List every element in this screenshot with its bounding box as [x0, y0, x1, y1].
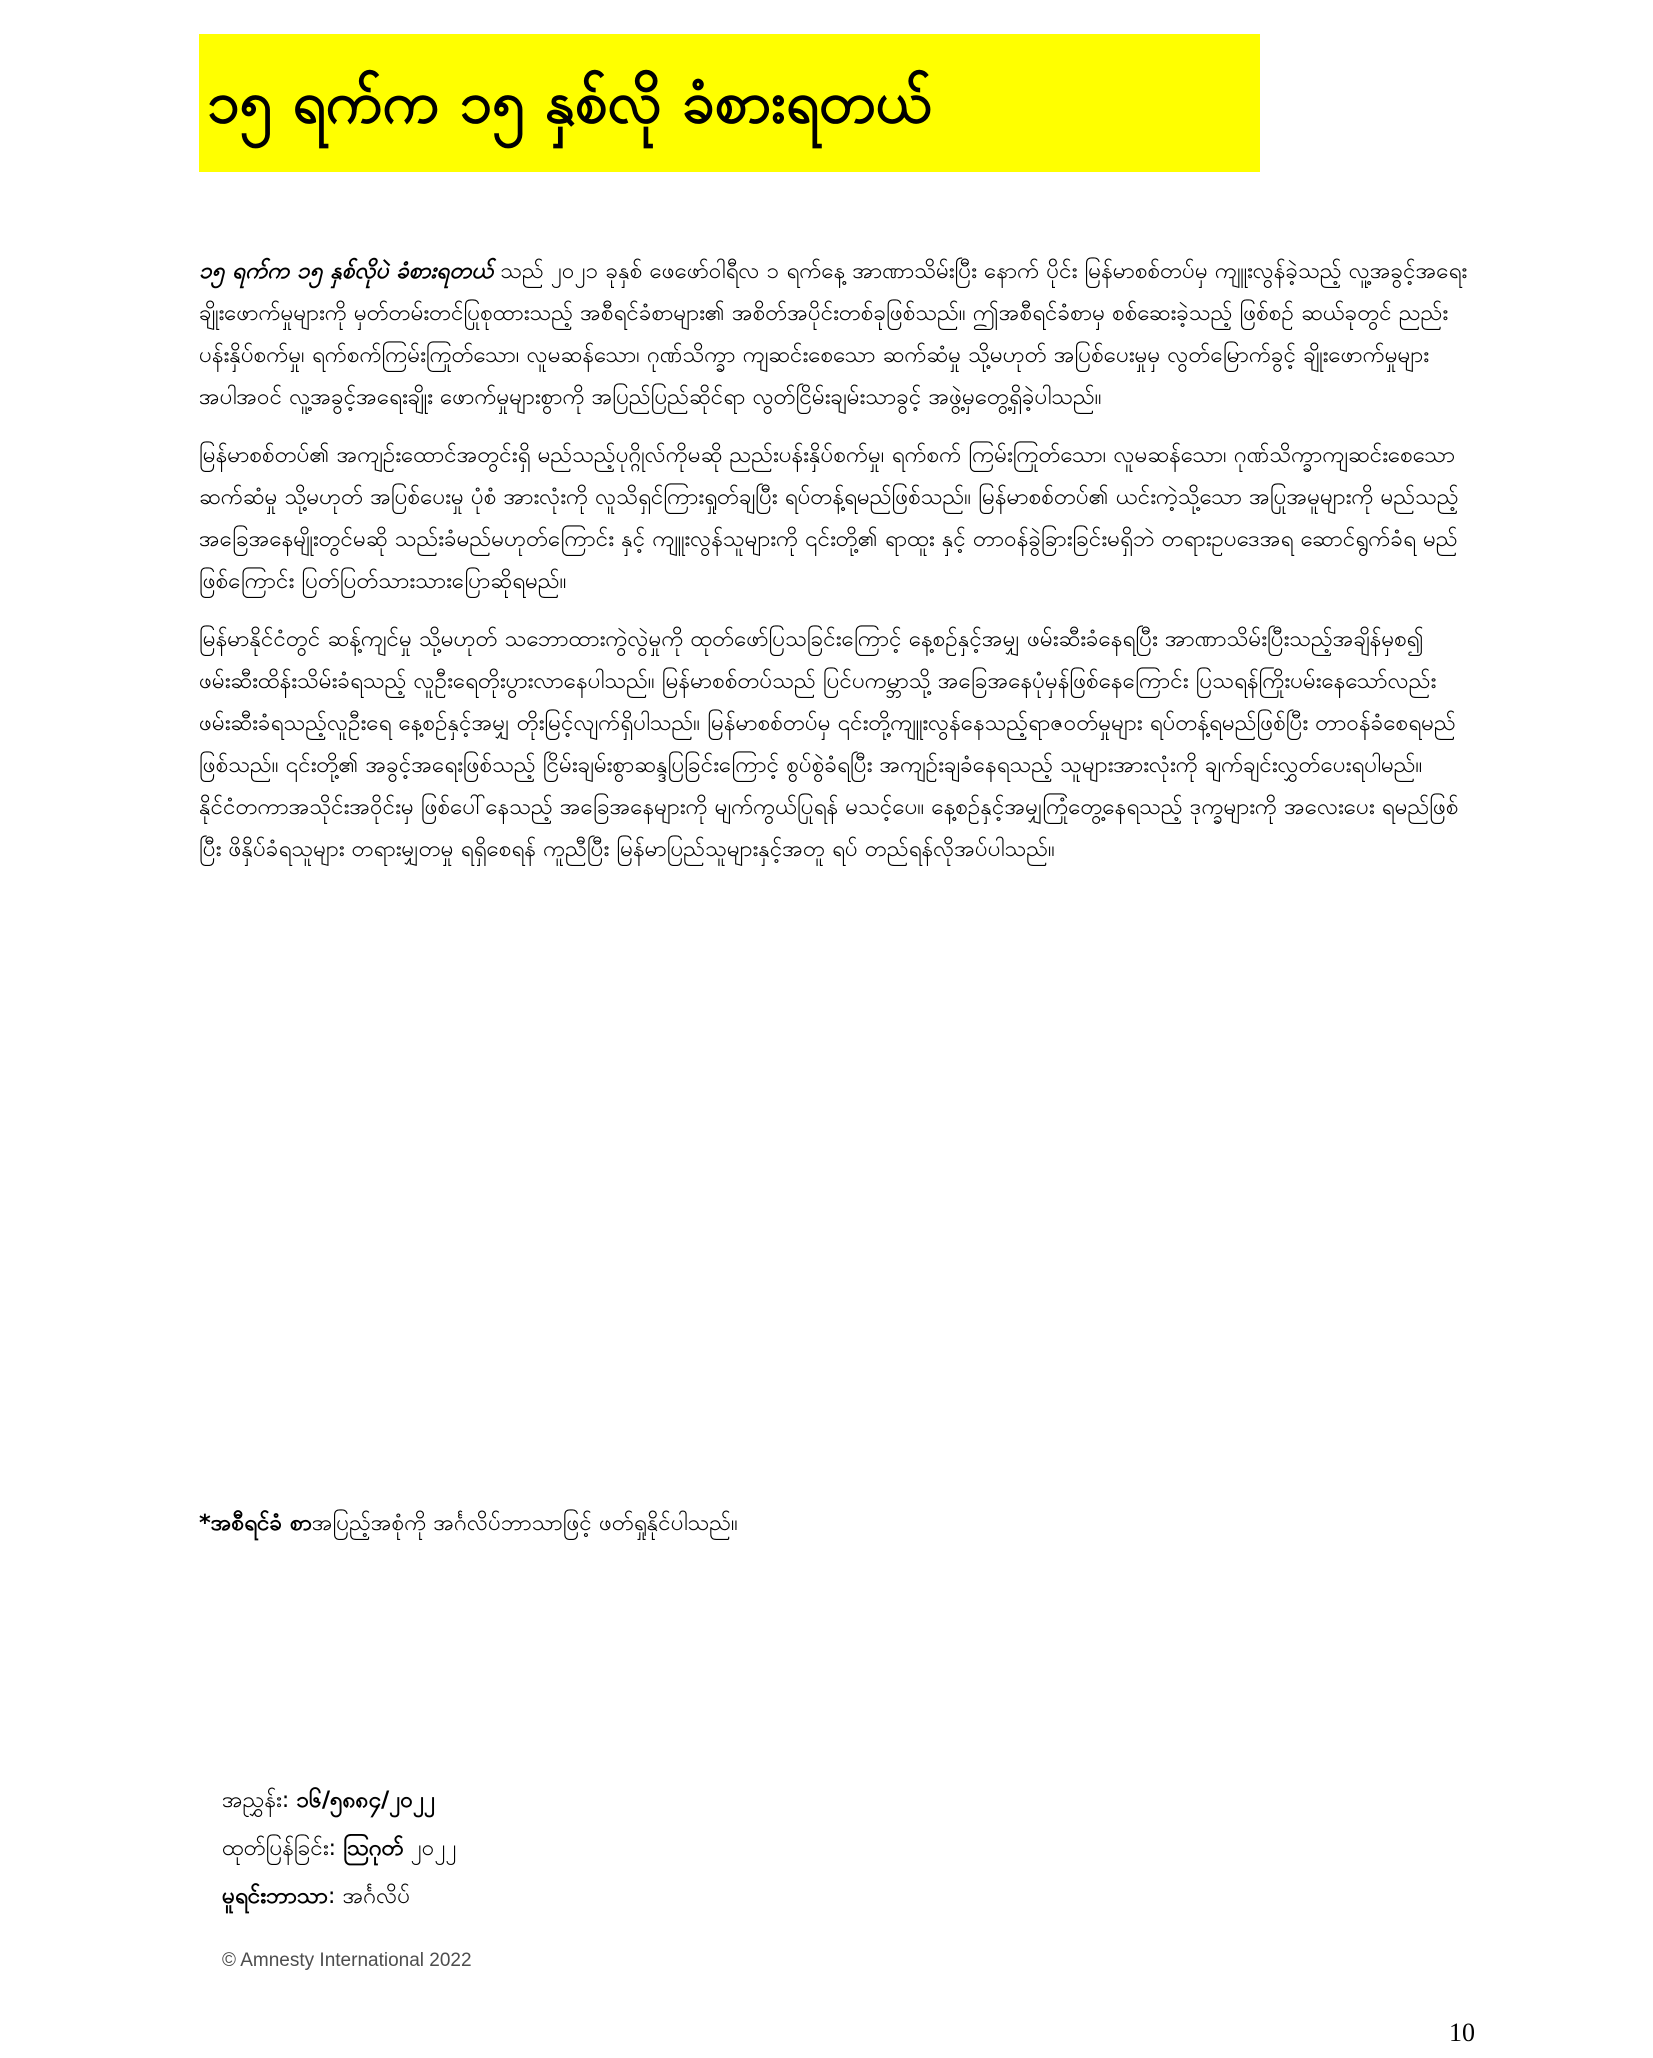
paragraph-2 [199, 434, 1469, 602]
index-label: အညွှန်း: [222, 1787, 297, 1813]
published-row [222, 1824, 1022, 1872]
body-text [199, 250, 1469, 886]
language-value: : အင်္ဂလိပ် [327, 1883, 411, 1909]
note-text: အပြည့်အစုံကို အင်္ဂလိပ်ဘာသာဖြင့် ဖတ်ရှုနိုင်ပါသည်။ [311, 1510, 738, 1536]
document-metadata [222, 1776, 1022, 1920]
page-number: 10 [1449, 2018, 1475, 2047]
index-row [222, 1776, 1022, 1824]
published-year: ၂၀၂၂ [403, 1835, 457, 1861]
paragraph-3 [199, 618, 1469, 870]
paragraph-2-text: မြန်မာစစ်တပ်၏ အကျဉ်းထောင်အတွင်းရှိ မည်သည့်ပုဂ္ဂိုလ်ကိုမဆို ညည်းပန်းနှိပ်စက်မှု၊ ရက်စက် ကြမ်းကြုတ်သော၊ လူမဆန်သော၊ ဂုဏ်သိက္ခာကျဆင်းစေသော ဆက်ဆံမှု သို့မဟုတ် အပြစ်ပေးမှု ပုံစံ အားလုံးကို လူသိရှင်ကြားရှုတ်ချပြီး ရပ်တန့်ရမည်ဖြစ်သည်။ မြန်မာစစ်တပ်၏ ယင်းကဲ့သို့သော အပြုအမူများကို မည်သည့် အခြေအနေမျိုးတွင်မဆို သည်းခံမည်မဟုတ်ကြောင်း နှင့် ကျူးလွန်သူများကို ၎င်းတို့၏ ရာထူး နှင့် တာဝန်ခွဲခြားခြင်းမရှိဘဲ တရားဥပဒေအရ ဆောင်ရွက်ခံရ မည်ဖြစ်ကြောင်း ပြတ်ပြတ်သားသားပြောဆိုရမည်။ [199, 442, 1459, 594]
paragraph-1-text: သည် ၂၀၂၁ ခုနှစ် ဖေဖော်ဝါရီလ ၁ ရက်နေ့ အာဏာသိမ်းပြီး နောက် ပိုင်း မြန်မာစစ်တပ်မှ ကျူးလွန်ခဲ့သည့် လူ့အခွင့်အရေးချိုးဖောက်မှုများကို မှတ်တမ်းတင်ပြုစုထားသည့် အစီရင်ခံစာများ၏ အစိတ်အပိုင်းတစ်ခုဖြစ်သည်။ ဤအစီရင်ခံစာမှ စစ်ဆေးခဲ့သည့် ဖြစ်စဉ် ဆယ်ခုတွင် ညည်းပန်းနှိပ်စက်မှု၊ ရက်စက်ကြမ်းကြုတ်သော၊ လူမဆန်သော၊ ဂုဏ်သိက္ခာ ကျဆင်းစေသော ဆက်ဆံမှု သို့မဟုတ် အပြစ်ပေးမှုမှ လွတ်မြောက်ခွင့် ချိုးဖောက်မှုများ အပါအဝင် လူ့အခွင့်အရေးချိုး ဖောက်မှုများစွာကို အပြည်ပြည်ဆိုင်ရာ လွတ်ငြိမ်းချမ်းသာခွင့် အဖွဲ့မှတွေ့ရှိခဲ့ပါသည်။ [199, 258, 1468, 410]
title-highlight-box [199, 34, 1260, 172]
paragraph-1 [199, 250, 1469, 418]
language-row [222, 1872, 1022, 1920]
paragraph-3-text: မြန်မာနိုင်ငံတွင် ဆန့်ကျင်မှု သို့မဟုတ် သဘောထားကွဲလွဲမှုကို ထုတ်ဖော်ပြသခြင်းကြောင့် နေ့စဉ်နှင့်အမျှ ဖမ်းဆီးခံနေရပြီး အာဏာသိမ်းပြီးသည့်အချိန်မှစ၍ ဖမ်းဆီးထိန်းသိမ်းခံရသည့် လူဦးရေတိုးပွားလာနေပါသည်။ မြန်မာစစ်တပ်သည် ပြင်ပကမ္ဘာသို့ အခြေအနေပုံမှန်ဖြစ်နေကြောင်း ပြသရန်ကြိုးပမ်းနေသော်လည်း ဖမ်းဆီးခံရသည့်လူဦးရေ နေ့စဉ်နှင့်အမျှ တိုးမြင့်လျက်ရှိပါသည်။ မြန်မာစစ်တပ်မှ ၎င်းတို့ကျူးလွန်နေသည့်ရာဇဝတ်မှုများ ရပ်တန့်ရမည်ဖြစ်ပြီး တာဝန်ခံစေရမည် ဖြစ်သည်။ ၎င်းတို့၏ အခွင့်အရေးဖြစ်သည့် ငြိမ်းချမ်းစွာဆန္ဒပြခြင်းကြောင့် စွပ်စွဲခံရပြီး အကျဉ်းချခံနေရသည့် သူများအားလုံးကို ချက်ချင်းလွှတ်ပေးရပါမည်။ နိုင်ငံတကာအသိုင်းအဝိုင်းမှ ဖြစ်ပေါ်နေသည့် အခြေအနေများကို မျက်ကွယ်ပြုရန် မသင့်ပေ။ နေ့စဉ်နှင့်အမျှကြုံတွေ့နေရသည့် ဒုက္ခများကို အလေးပေး ရမည်ဖြစ်ပြီး ဖိနှိပ်ခံရသူများ တရားမျှတမှု ရရှိစေရန် ကူညီပြီး မြန်မာပြည်သူများနှင့်အတူ ရပ် တည်ရန်လိုအပ်ပါသည်။ [199, 626, 1459, 862]
published-month: ဩဂုတ် [343, 1835, 404, 1861]
copyright-notice: © Amnesty International 2022 [222, 1950, 472, 1971]
full-report-note [199, 1502, 1449, 1544]
page-title: ၁၅ ရက်က ၁၅ နှစ်လို ခံစားရတယ် [207, 68, 932, 137]
index-value: ၁၆/၅၈၈၄/၂၀၂၂ [296, 1787, 436, 1813]
paragraph-1-lead: ၁၅ ရက်က ၁၅ နှစ်လိုပဲ ခံစားရတယ် [199, 258, 494, 284]
language-label: မူရင်းဘာသာ [222, 1883, 328, 1909]
note-bold-lead: *အစီရင်ခံ စာ [199, 1510, 312, 1536]
published-label: ထုတ်ပြန်ခြင်း: [222, 1835, 344, 1861]
